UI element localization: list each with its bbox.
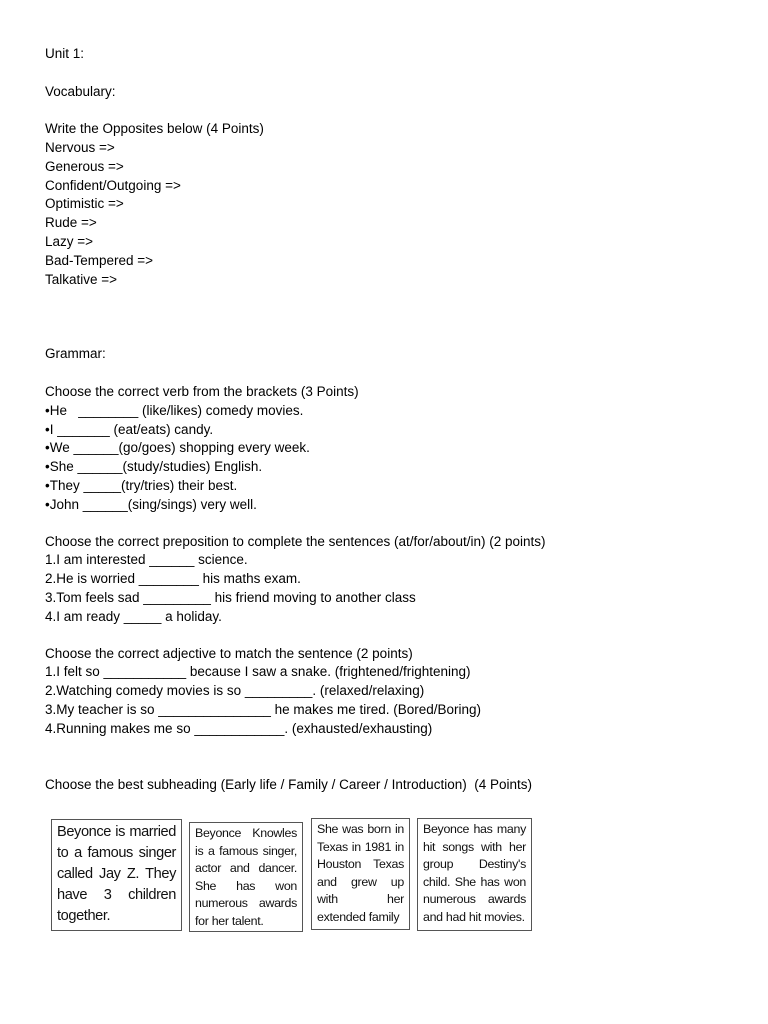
vocabulary-item: Talkative => (45, 271, 118, 287)
verbs-instruction: Choose the correct verb from the brackets (3 Points) (45, 383, 359, 399)
paragraph-box-career: Beyonce has many hit songs with her group Destiny's child. She has won numerous awards and had hit movies. (417, 818, 532, 931)
worksheet (45, 45, 735, 794)
adjective-item: 2.Watching comedy movies is so _________. (relaxed/relaxing) (45, 683, 425, 699)
preposition-item: 2.He is worried ________ his maths exam. (45, 571, 301, 587)
subheading-instruction: Choose the best subheading (Early life / Family / Career / Introduction) (4 Points) (45, 776, 532, 792)
preposition-item: 1.I am interested ______ science. (45, 552, 248, 568)
paragraph-box-introduction: Beyonce Knowles is a famous singer, actor and dancer. She has won numerous awards for her talent. (189, 822, 303, 932)
vocabulary-heading: Vocabulary: (45, 83, 116, 99)
vocabulary-item: Nervous => (45, 139, 115, 155)
verb-item: •I _______ (eat/eats) candy. (45, 421, 214, 437)
vocabulary-item: Rude => (45, 215, 97, 231)
verb-item: •They _____(try/tries) their best. (45, 477, 238, 493)
verb-item: •She ______(study/studies) English. (45, 459, 263, 475)
verb-item: •We ______(go/goes) shopping every week. (45, 440, 310, 456)
prepositions-instruction: Choose the correct preposition to complete the sentences (at/for/about/in) (2 points) (45, 533, 546, 549)
verb-item: •He ________ (like/likes) comedy movies. (45, 402, 304, 418)
adjective-item: 1.I felt so ___________ because I saw a snake. (frightened/frightening) (45, 664, 471, 680)
adjective-item: 4.Running makes me so ____________. (exhausted/exhausting) (45, 720, 433, 736)
preposition-item: 4.I am ready _____ a holiday. (45, 608, 222, 624)
vocabulary-instruction: Write the Opposites below (4 Points) (45, 121, 264, 137)
vocabulary-item: Lazy => (45, 233, 94, 249)
vocabulary-item: Confident/Outgoing => (45, 177, 181, 193)
paragraph-box-early-life: She was born in Texas in 1981 in Houston Texas and grew up with her extended family (311, 818, 410, 930)
paragraph-box-family: Beyonce is married to a famous singer called Jay Z. They have 3 children together. (51, 819, 182, 931)
grammar-heading: Grammar: (45, 346, 106, 362)
unit-title: Unit 1: (45, 46, 85, 61)
verb-item: •John ______(sing/sings) very well. (45, 496, 257, 512)
adjectives-instruction: Choose the correct adjective to match the sentence (2 points) (45, 645, 413, 661)
vocabulary-item: Generous => (45, 158, 124, 174)
vocabulary-item: Bad-Tempered => (45, 252, 154, 268)
adjective-item: 3.My teacher is so _______________ he makes me tired. (Bored/Boring) (45, 701, 482, 717)
preposition-item: 3.Tom feels sad _________ his friend moving to another class (45, 589, 416, 605)
vocabulary-item: Optimistic => (45, 196, 124, 212)
